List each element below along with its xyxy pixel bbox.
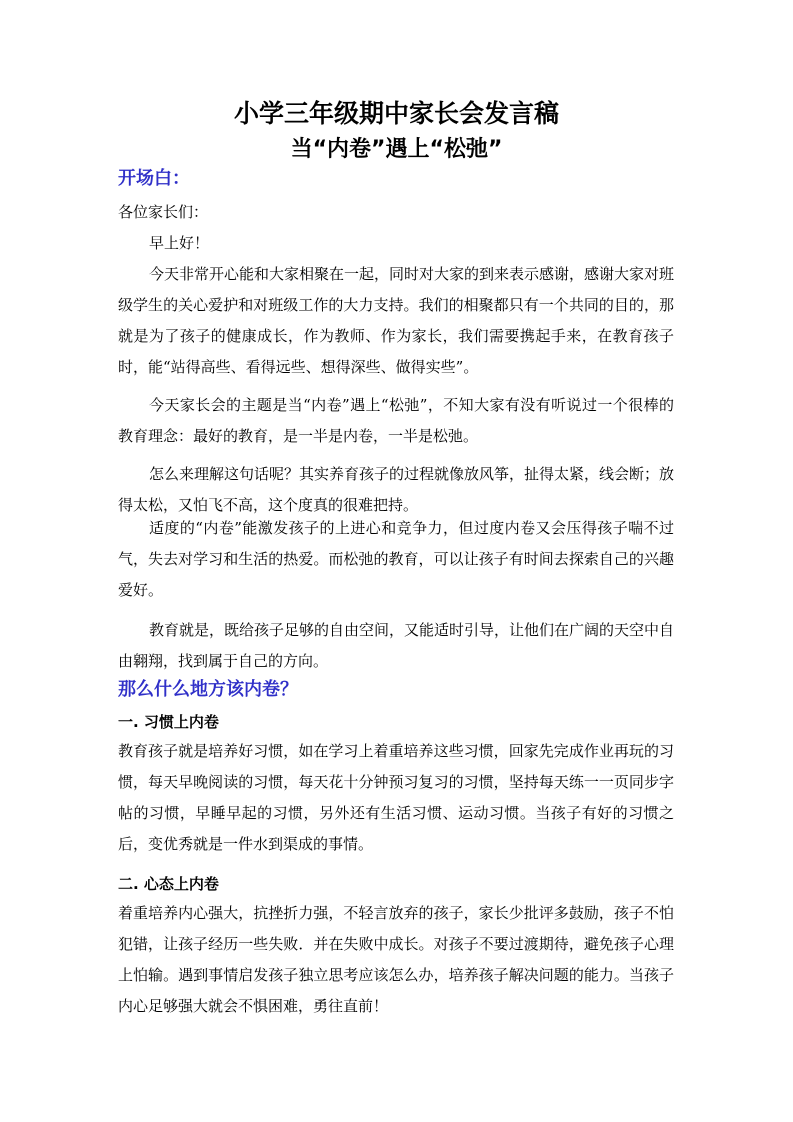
- mindset-subheading: 二. 心态上内卷: [118, 875, 219, 893]
- opening-paragraph-1: 今天非常开心能和大家相聚在一起，同时对大家的到来表示感谢，感谢大家对班级学生的关心爱护和对班级工作的大力支持。我们的相聚都只有一个共同的目的，那就是为了孩子的健康成长，作为教师、作为家长，我们需要携起手来，在教育孩子时，能“站得高些、看得远些、想得深些、做得实些”。: [118, 265, 675, 376]
- opening-paragraph-5: 教育就是，既给孩子足够的自由空间，又能适时引导，让他们在广阔的天空中自由翱翔，找到属于自己的方向。: [118, 621, 675, 670]
- opening-paragraph-2: 今天家长会的主题是当“内卷”遇上“松弛”，不知大家有没有听说过一个很棒的教育理念：最好的教育，是一半是内卷，一半是松弛。: [118, 396, 674, 445]
- salutation: 各位家长们：: [118, 203, 209, 221]
- section-heading-where-to-compete: 那么什么地方该内卷？: [118, 679, 298, 700]
- greeting: 早上好！: [149, 234, 210, 252]
- habit-subheading: 一. 习惯上内卷: [118, 713, 219, 731]
- opening-paragraph-4: 适度的“内卷”能激发孩子的上进心和竞争力，但过度内卷又会压得孩子喘不过气，失去对学习和生活的热爱。而松弛的教育，可以让孩子有时间去探索自己的兴趣爱好。: [118, 519, 674, 599]
- opening-heading: 开场白：: [118, 168, 190, 189]
- habit-paragraph: 教育孩子就是培养好习惯，如在学习上着重培养这些习惯，回家先完成作业再玩的习惯，每天早晚阅读的习惯，每天花十分钟预习复习的习惯，坚持每天练一一页同步字帖的习惯，早睡早起的习惯，另外还有生活习惯、运动习惯。当孩子有好的习惯之后，变优秀就是一件水到渠成的事情。: [118, 742, 674, 853]
- opening-paragraph-3: 怎么来理解这句话呢？其实养育孩子的过程就像放风筝，扯得太紧，线会断；放得太松，又怕飞不高，这个度真的很难把持。: [118, 465, 675, 514]
- mindset-paragraph: 着重培养内心强大，抗挫折力强，不轻言放弃的孩子，家长少批评多鼓励，孩子不怕犯错，让孩子经历一些失败．并在失败中成长。对孩子不要过渡期待，避免孩子心理上怕输。遇到事情启发孩子独立思考应该怎么办，培养孩子解决问题的能力。当孩子内心足够强大就会不惧困难，勇往直前！: [118, 904, 674, 1015]
- page-subtitle: 当“内卷”遇上“松弛”: [290, 137, 503, 162]
- page-title: 小学三年级期中家长会发言稿: [233, 99, 559, 128]
